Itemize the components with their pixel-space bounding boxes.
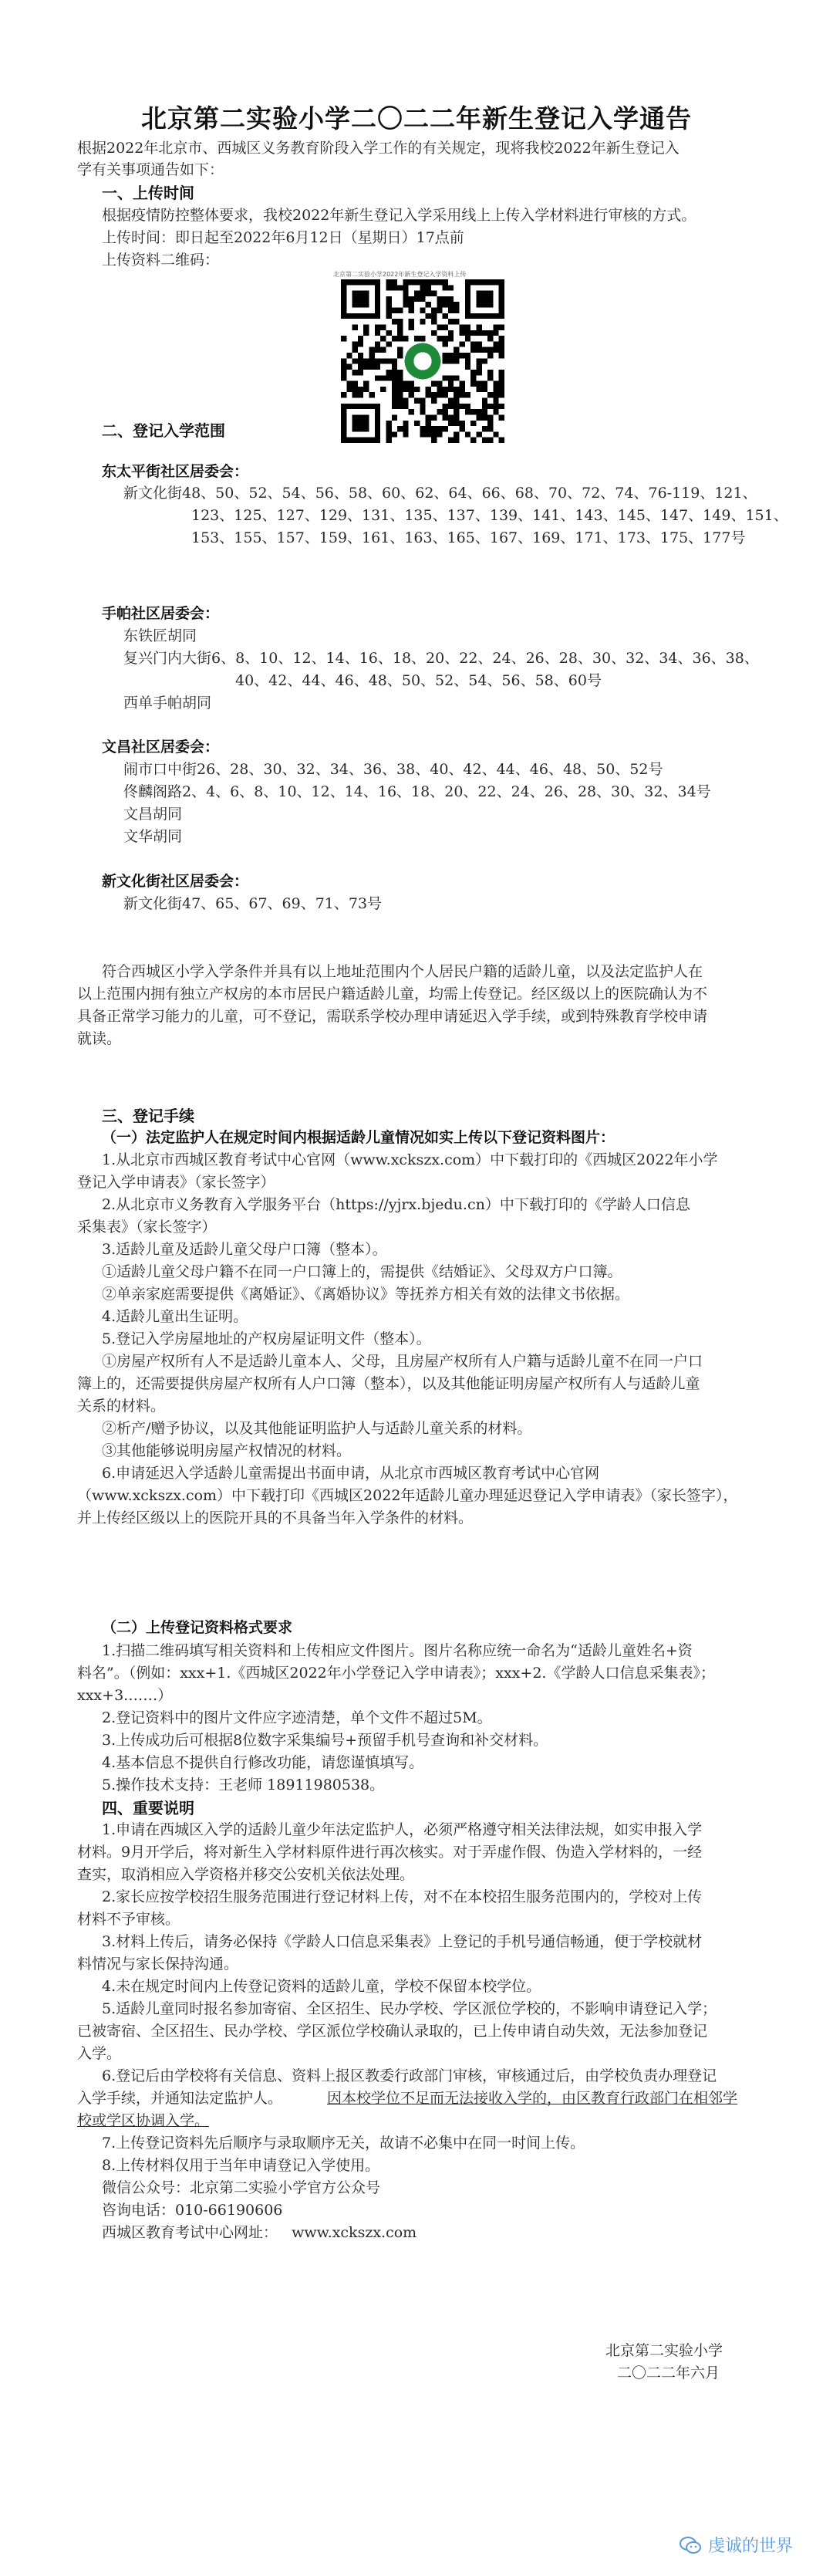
underlined-note: 因本校学位不足而无法接收入学的，由区教育行政部门在相邻学	[327, 2090, 738, 2107]
upload-deadline: 上传时间：即日起至2022年6月12日（星期日）17点前	[102, 229, 464, 246]
signature-date: 二〇二二年六月	[617, 2365, 720, 2382]
address-line: 文华胡同	[123, 828, 183, 845]
address-line: 40、42、44、46、48、50、52、54、56、58、60号	[235, 672, 602, 689]
list-item: 入学手续，并通知法定监护人。	[77, 2090, 283, 2107]
subsection-heading: （一）法定监护人在规定时间内根据适龄儿童情况如实上传以下登记资料图片：	[102, 1129, 615, 1146]
section-heading-upload-time: 一、上传时间	[102, 184, 194, 202]
list-item: 2.家长应按学校招生服务范围进行登记材料上传，对不在本校招生服务范围内的，学校对上传	[102, 1888, 703, 1905]
list-item: 材料不予审核。	[77, 1911, 180, 1928]
address-line: 西单手帕胡同	[123, 695, 212, 712]
address-line: 复兴门内大街6、8、10、12、14、16、18、20、22、24、26、28、30、32、34、36、38、	[123, 650, 759, 667]
list-item: 2.从北京市义务教育入学服务平台（https://yjrx.bjedu.cn）中下载打印的《学龄人口信息	[102, 1196, 690, 1213]
list-item: 6.申请延迟入学适龄儿童需提出书面申请，从北京市西城区教育考试中心官网	[102, 1465, 600, 1482]
address-line: 新文化街48、50、52、54、56、58、60、62、64、66、68、70、72、74、76-119、121、	[123, 485, 757, 502]
watermark	[679, 2533, 793, 2557]
list-item: 查实，取消相应入学资格并移交公安机关依法处理。	[77, 1866, 415, 1883]
list-item: （www.xckszx.com）中下载打印《西城区2022年适龄儿童办理延迟登记入学申请表》（家长签字），	[77, 1487, 738, 1504]
address-line: 153、155、157、159、161、163、165、167、169、171、173、175、177号	[191, 529, 746, 546]
subsection-heading: （二）上传登记资料格式要求	[102, 1619, 293, 1636]
paragraph-line: 就读。	[77, 1030, 122, 1047]
address-line: 123、125、127、129、131、135、137、139、141、143、145、147、149、151、	[191, 507, 788, 524]
list-item: 登记入学申请表》（家长签字）	[77, 1174, 275, 1191]
list-item: ③其他能够说明房屋产权情况的材料。	[102, 1442, 352, 1459]
underlined-note: 校或学区协调入学。	[77, 2112, 210, 2129]
list-item: 1.申请在西城区入学的适龄儿童少年法定监护人，必须严格遵守相关法律法规，如实申报入学	[102, 1821, 703, 1838]
list-item: ①房屋产权所有人不是适龄儿童本人、父母，且房屋产权所有人户籍与适龄儿童不在同一户口	[102, 1353, 703, 1370]
list-item: ②析产/赠予协议，以及其他能证明监护人与适龄儿童关系的材料。	[102, 1420, 532, 1437]
list-item: 8.上传材料仅用于当年申请登记入学使用。	[102, 2157, 380, 2174]
list-item: xxx+3.……）	[77, 1687, 173, 1704]
list-item: 4.基本信息不提供自行修改功能，请您谨慎填写。	[102, 1754, 424, 1771]
community-heading: 新文化街社区居委会：	[102, 873, 249, 890]
list-item: 入学。	[77, 2045, 122, 2062]
list-item: 5.登记入学房屋地址的产权房屋证明文件（整本）。	[102, 1330, 431, 1347]
list-item: 5.适龄儿童同时报名参加寄宿、全区招生、民办学校、学区派位学校的，不影响申请登记入学；	[102, 2000, 717, 2017]
address-line: 闹市口中街26、28、30、32、34、36、38、40、42、44、46、48、50、52号	[123, 761, 663, 778]
signature-school: 北京第二实验小学	[605, 2342, 723, 2359]
list-item: 5.操作技术支持：王老师 18911980538。	[102, 1776, 385, 1793]
phone-number: 咨询电话：010-66190606	[102, 2202, 283, 2219]
list-item: ②单亲家庭需要提供《离婚证》、《离婚协议》等抚养方相关有效的法律文书依据。	[102, 1286, 630, 1303]
paragraph-line: 根据疫情防控整体要求，我校2022年新生登记入学采用线上上传入学材料进行审核的方式。	[102, 207, 696, 224]
page-title: 北京第二实验小学二〇二二年新生登记入学通告	[141, 103, 692, 134]
list-item: 采集表》（家长签字）	[77, 1219, 217, 1236]
qr-caption: 北京第二实验小学2022年新生登记入学资料上传	[333, 271, 467, 278]
intro-line-2: 学有关事项通告如下：	[77, 161, 224, 178]
list-item: 3.材料上传后，请务必保持《学龄人口信息采集表》上登记的手机号通信畅通，便于学校就材	[102, 1933, 703, 1950]
website-url[interactable]: 西城区教育考试中心网址： www.xckszx.com	[102, 2224, 417, 2241]
watermark-text: 虔诚的世界	[707, 2537, 793, 2556]
list-item: 6.登记后由学校将有关信息、资料上报区教委行政部门审核，审核通过后，由学校负责办理登记	[102, 2067, 717, 2084]
qr-code-icon	[341, 279, 504, 443]
list-item: 2.登记资料中的图片文件应字迹清楚，单个文件不超过5M。	[102, 1709, 492, 1726]
list-item: 4.适龄儿童出生证明。	[102, 1308, 248, 1325]
list-item: 1.扫描二维码填写相关资料和上传相应文件图片。图片名称应统一命名为“适龄儿童姓名+资	[102, 1642, 693, 1659]
paragraph-line: 以上范围内拥有独立产权房的本市居民户籍适龄儿童，均需上传登记。经区级以上的医院确认为不	[77, 985, 708, 1002]
list-item: 1.从北京市西城区教育考试中心官网（www.xckszx.com）中下载打印的《西城区2022年小学	[102, 1151, 718, 1168]
paragraph-line: 符合西城区小学入学条件并具有以上地址范围内个人居民户籍的适龄儿童，以及法定监护人在	[102, 963, 703, 980]
address-line: 新文化街47、65、67、69、71、73号	[123, 895, 383, 912]
address-line: 文昌胡同	[123, 806, 183, 823]
wechat-account: 微信公众号：北京第二实验小学官方公众号	[102, 2179, 381, 2196]
qr-code-label: 上传资料二维码：	[102, 252, 220, 269]
section-heading-notes: 四、重要说明	[102, 1799, 194, 1817]
community-heading: 手帕社区居委会：	[102, 605, 220, 622]
community-heading: 文昌社区居委会：	[102, 739, 220, 756]
section-heading-procedure: 三、登记手续	[102, 1107, 194, 1125]
list-item: 4.未在规定时间内上传登记资料的适龄儿童，学校不保留本校学位。	[102, 1978, 541, 1995]
list-item: 料情况与家长保持沟通。	[77, 1956, 239, 1973]
qr-code-image[interactable]	[341, 279, 504, 443]
list-item: 3.适龄儿童及适龄儿童父母户口簿（整本）。	[102, 1241, 387, 1258]
intro-line-1: 根据2022年北京市、西城区义务教育阶段入学工作的有关规定，现将我校2022年新生登记入	[77, 140, 680, 157]
list-item: ①适龄儿童父母户籍不在同一户口簿上的，需提供《结婚证》、父母双方户口簿。	[102, 1263, 622, 1280]
wechat-icon	[679, 2534, 702, 2557]
list-item: 材料。9月开学后，将对新生入学材料原件进行再次核实。对于弄虚作假、伪造入学材料的，一经	[77, 1844, 703, 1861]
list-item: 3.上传成功后可根据8位数字采集编号+预留手机号查询和补交材料。	[102, 1732, 548, 1749]
address-line: 佟麟阁路2、4、6、8、10、12、14、16、18、20、22、24、26、28、30、32、34号	[123, 783, 711, 800]
address-line: 东铁匠胡同	[123, 627, 197, 644]
list-item: 簿上的，还需要提供房屋产权所有人户口簿（整本），以及其他能证明房屋产权所有人与适龄儿童	[77, 1375, 700, 1392]
list-item: 7.上传登记资料先后顺序与录取顺序无关，故请不必集中在同一时间上传。	[102, 2135, 585, 2152]
list-item: 料名”。（例如：xxx+1.《西城区2022年小学登记入学申请表》；xxx+2.《学龄人口信息采集表》；	[77, 1665, 715, 1682]
section-heading-range: 二、登记入学范围	[102, 421, 225, 440]
list-item: 并上传经区级以上的医院开具的不具备当年入学条件的材料。	[77, 1509, 474, 1526]
list-item: 关系的材料。	[77, 1398, 166, 1415]
paragraph-line: 具备正常学习能力的儿童，可不登记，需联系学校办理申请延迟入学手续，或到特殊教育学校申请	[77, 1008, 708, 1025]
list-item: 已被寄宿、全区招生、民办学校、学区派位学校确认录取的，已上传申请自动失效，无法参加登记	[77, 2023, 708, 2040]
community-heading: 东太平街社区居委会：	[102, 463, 249, 480]
